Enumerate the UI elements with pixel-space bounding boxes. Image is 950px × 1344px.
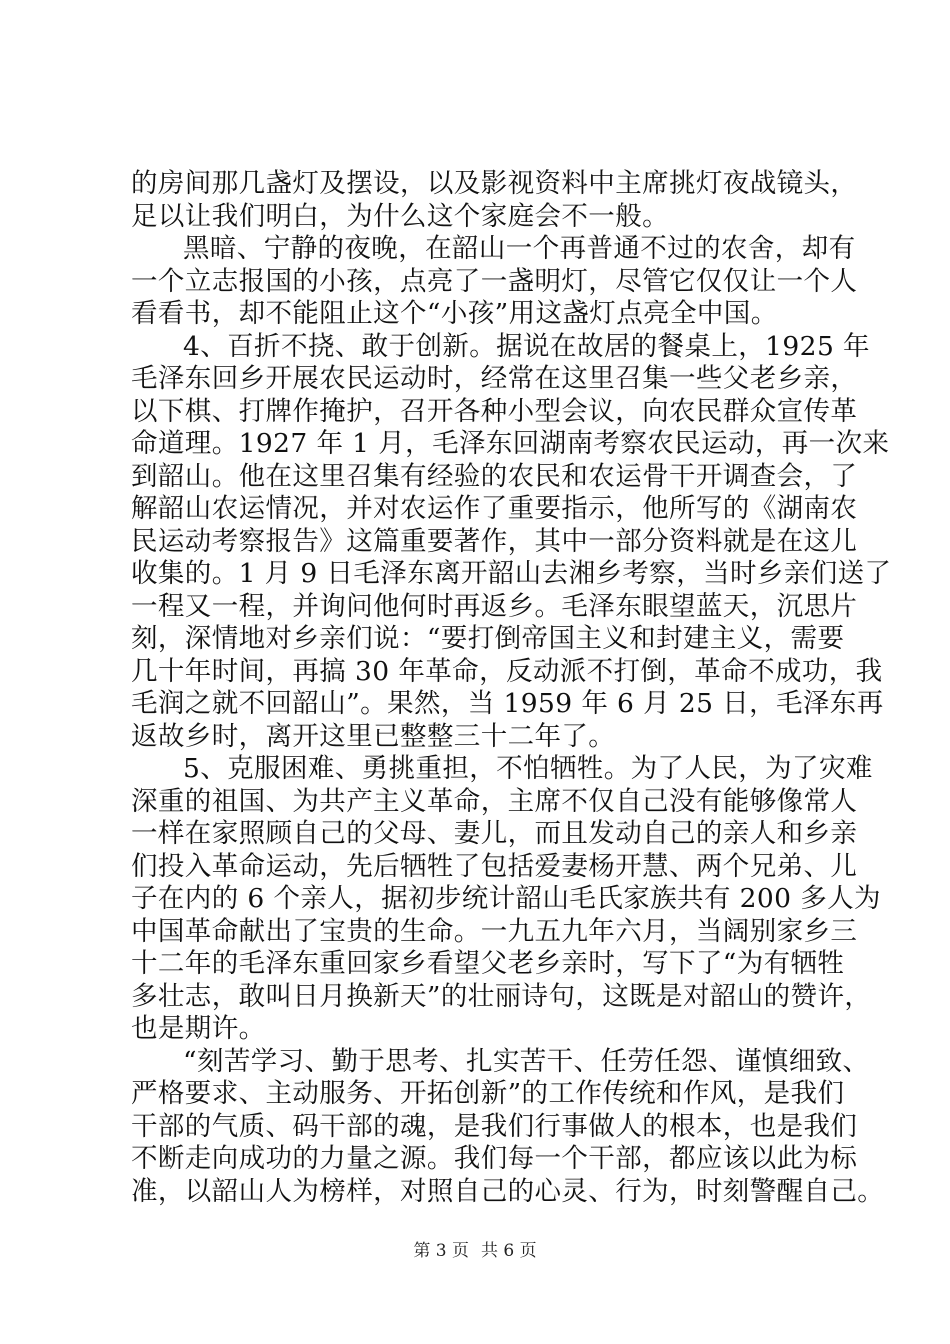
document-body (131, 168, 892, 1208)
text-line: 们投入革命运动，先后牺牲了包括爱妻杨开慧、两个兄弟、儿 (131, 850, 858, 882)
text-line: 不断走向成功的力量之源。我们每一个干部，都应该以此为标 (131, 1143, 858, 1174)
paragraph (131, 168, 858, 233)
text-line: 一样在家照顾自己的父母、妻儿，而且发动自己的亲人和乡亲 (131, 818, 858, 849)
text-line: 4、百折不挠、敢于创新。据说在故居的餐桌上，1925 年 (183, 330, 870, 362)
text-line: 民运动考察报告》这篇重要著作，其中一部分资料就是在这儿 (131, 525, 858, 557)
text-line: 的房间那几盏灯及摆设，以及影视资料中主席挑灯夜战镜头， (131, 168, 858, 199)
text-line: 收集的。1 月 9 日毛泽东离开韶山去湘乡考察，当时乡亲们送了 (131, 558, 892, 589)
text-line: 严格要求、主动服务、开拓创新”的工作传统和作风，是我们 (131, 1078, 845, 1109)
text-line: 子在内的 6 个亲人，据初步统计韶山毛氏家族共有 200 多人为 (131, 883, 881, 914)
text-line: 一个立志报国的小孩，点亮了一盏明灯，尽管它仅仅让一个人 (131, 265, 858, 297)
text-line: 多壮志，敢叫日月换新天”的壮丽诗句，这既是对韶山的赞许， (131, 980, 872, 1012)
text-line: 5、克服困难、勇挑重担，不怕牺牲。为了人民，为了灾难 (183, 753, 873, 784)
text-line: 足以让我们明白，为什么这个家庭会不一般。 (131, 200, 669, 232)
text-line: 命道理。1927 年 1 月，毛泽东回湖南考察农民运动，再一次来 (131, 428, 890, 459)
text-line: 刻，深情地对乡亲们说：“要打倒帝国主义和封建主义，需要 (131, 623, 845, 654)
text-line: 深重的祖国、为共产主义革命，主席不仅自己没有能够像常人 (131, 785, 858, 817)
paragraph (131, 233, 858, 331)
text-line: 十二年的毛泽东重回家乡看望父老乡亲时，写下了“为有牺牲 (131, 948, 845, 979)
text-line: 解韶山农运情况，并对农运作了重要指示，他所写的《湖南农 (131, 493, 858, 524)
page-footer (0, 1240, 950, 1262)
text-line: 几十年时间，再搞 30 年革命，反动派不打倒，革命不成功，我 (131, 655, 883, 687)
text-line: 干部的气质、码干部的魂，是我们行事做人的根本，也是我们 (131, 1110, 858, 1142)
text-line: 以下棋、打牌作掩护，召开各种小型会议，向农民群众宣传革 (131, 395, 858, 427)
text-line: 返故乡时，离开这里已整整三十二年了。 (131, 720, 616, 752)
text-line: 准，以韶山人为榜样，对照自己的心灵、行为，时刻警醒自己。 (131, 1175, 885, 1207)
text-line: “刻苦学习、勤于思考、扎实苦干、任劳任怨、谨慎细致、 (183, 1045, 870, 1077)
text-line: 毛润之就不回韶山”。果然，当 1959 年 6 月 25 日，毛泽东再 (131, 688, 884, 719)
paragraph (131, 1045, 885, 1209)
text-line: 看看书，却不能阻止这个“小孩”用这盏灯点亮全中国。 (131, 298, 778, 329)
text-line: 一程又一程，并询问他何时再返乡。毛泽东眼望蓝天，沉思片 (131, 590, 858, 622)
text-line: 毛泽东回乡开展农民运动时，经常在这里召集一些父老乡亲， (131, 363, 858, 394)
page-total: 共 6 页 (481, 1241, 537, 1261)
text-line: 也是期许。 (131, 1013, 266, 1044)
text-line: 中国革命献出了宝贵的生命。一九五九年六月，当阔别家乡三 (131, 915, 858, 947)
paragraph (131, 330, 892, 754)
text-line: 黑暗、宁静的夜晚，在韶山一个再普通不过的农舍，却有 (183, 233, 856, 264)
page-number: 第 3 页 (413, 1241, 469, 1261)
text-line: 到韶山。他在这里召集有经验的农民和农运骨干开调查会，了 (131, 460, 858, 492)
paragraph (131, 753, 881, 1046)
